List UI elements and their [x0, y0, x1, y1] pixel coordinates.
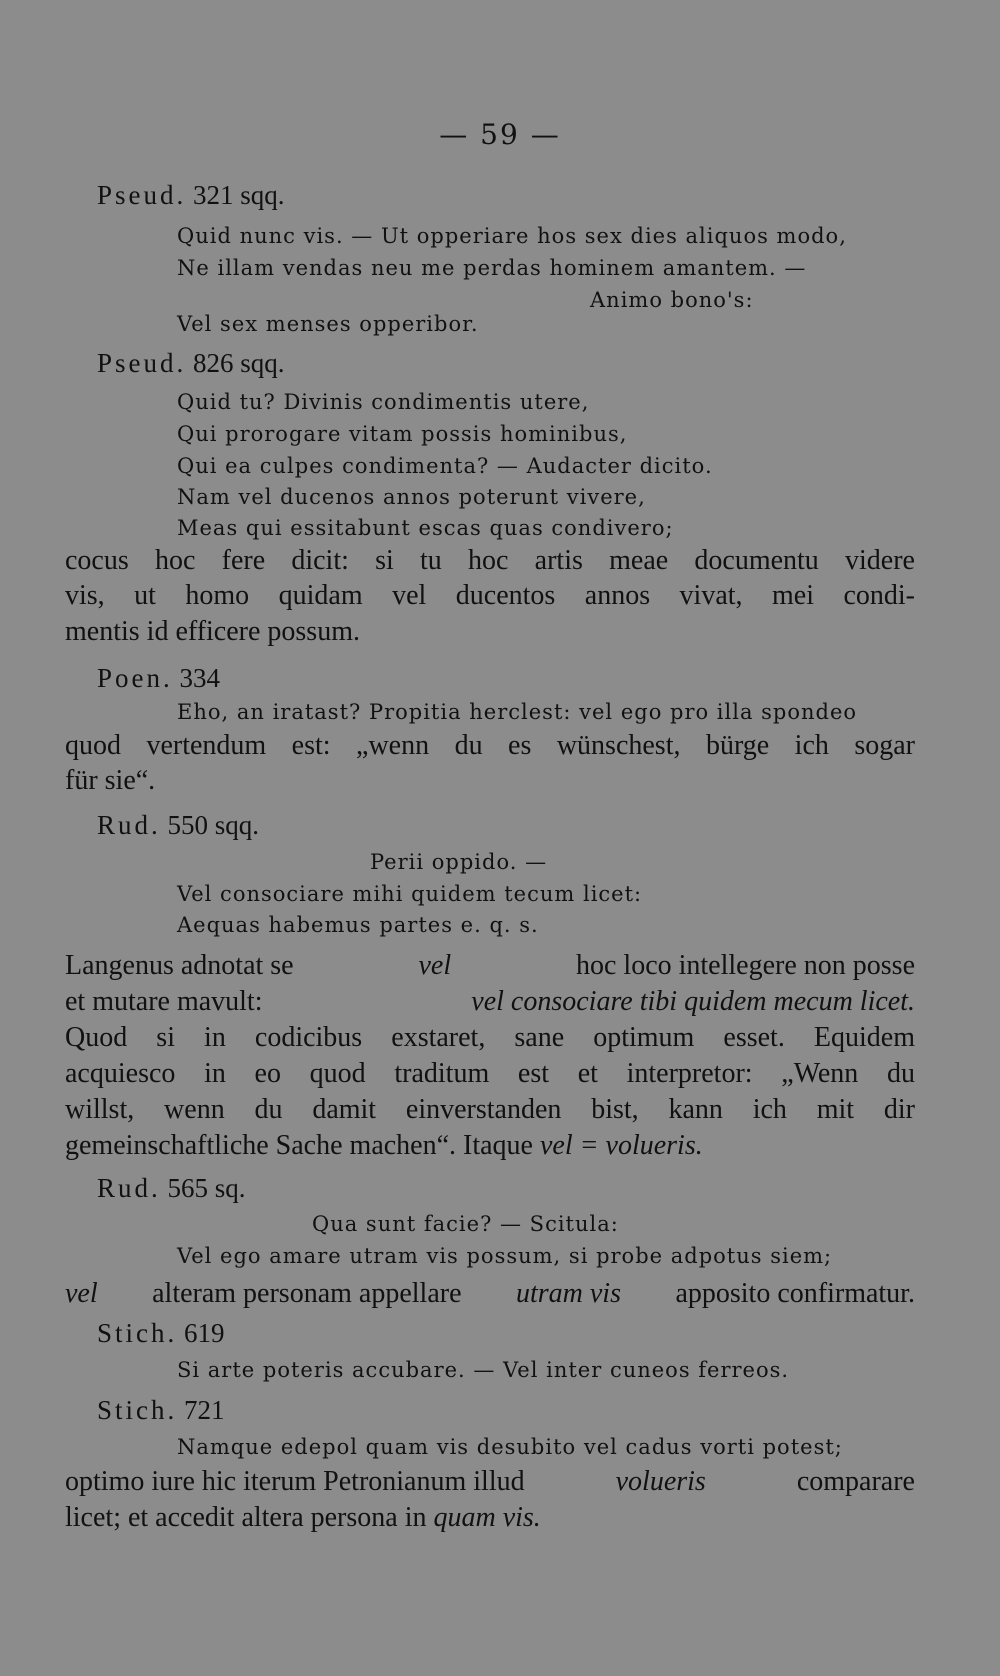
- verse-line: Qua sunt facie? — Scitula:: [312, 1212, 619, 1236]
- prose-line: [65, 545, 915, 577]
- verse-line: Vel sex menses opperibor.: [177, 312, 479, 336]
- verse-line: Vel ego amare utram vis possum, si probe adpotus siem;: [177, 1244, 833, 1268]
- prose-line: [65, 1466, 915, 1498]
- prose-line: [65, 1058, 915, 1090]
- prose-line: [65, 730, 915, 762]
- prose-text: alteram personam appellare: [152, 1278, 462, 1309]
- prose-text: willst, wenn du damit einverstanden bist, kann ich mit dir: [65, 1094, 915, 1125]
- citation-pseud-826: [97, 348, 285, 379]
- verse-line: Animo bono's:: [590, 288, 754, 312]
- citation-lines: 334: [179, 663, 220, 693]
- prose-line: mentis id efficere possum.: [65, 616, 360, 647]
- prose-italic: vel: [418, 950, 452, 981]
- prose-line: [65, 1094, 915, 1126]
- prose-text: Quod si in codicibus exstaret, sane optimum esset. Equidem: [65, 1022, 915, 1053]
- prose-text: et mutare mavult:: [65, 986, 263, 1017]
- verse-line: Qui ea culpes condimenta? — Audacter dicito.: [177, 454, 713, 478]
- citation-work: Rud.: [97, 810, 161, 840]
- prose-text: optimo iure hic iterum Petronianum illud: [65, 1466, 525, 1497]
- prose-line: [65, 986, 915, 1018]
- citation-lines: 721: [184, 1395, 225, 1425]
- prose-line: [65, 1022, 915, 1054]
- verse-line: Quid tu? Divinis condimentis utere,: [177, 390, 590, 414]
- prose-line: [65, 580, 915, 612]
- page-number: — 59 —: [439, 118, 561, 151]
- prose-text: licet; et accedit altera persona in: [65, 1502, 427, 1533]
- prose-text: hoc loco intellegere non posse: [575, 950, 915, 981]
- citation-lines: 619: [184, 1318, 225, 1348]
- prose-text: quod vertendum est: „wenn du es wünschest, bürge ich sogar: [65, 730, 915, 761]
- citation-lines: 826 sqq.: [193, 348, 285, 378]
- citation-work: Stich.: [97, 1395, 178, 1425]
- prose-italic: vel consociare tibi quidem mecum licet.: [471, 986, 915, 1017]
- prose-italic: quam vis.: [433, 1502, 541, 1533]
- prose-text: apposito confirmatur.: [675, 1278, 915, 1309]
- citation-rud-550: [97, 810, 259, 841]
- citation-lines: 550 sqq.: [167, 810, 260, 840]
- verse-line: Qui prorogare vitam possis hominibus,: [177, 422, 628, 446]
- citation-lines: 321 sqq.: [193, 180, 285, 210]
- citation-work: Pseud.: [97, 180, 187, 210]
- prose-line: [65, 950, 915, 982]
- prose-line: [65, 1502, 541, 1534]
- verse-line: Aequas habemus partes e. q. s.: [177, 913, 539, 937]
- citation-work: Pseud.: [97, 348, 187, 378]
- citation-stich-721: [97, 1395, 225, 1426]
- prose-italic: vel: [65, 1278, 98, 1309]
- verse-line: Meas qui essitabunt escas quas condivero;: [177, 516, 674, 540]
- citation-work: Stich.: [97, 1318, 178, 1348]
- prose-text: acquiesco in eo quod traditum est et interpretor: „Wenn du: [65, 1058, 915, 1089]
- verse-line: Eho, an iratast? Propitia herclest: vel ego pro illa spondeo: [177, 700, 858, 724]
- verse-line: Vel consociare mihi quidem tecum licet:: [177, 882, 643, 906]
- prose-line: [65, 1130, 703, 1162]
- verse-line: Perii oppido. —: [370, 850, 548, 874]
- citation-work: Poen.: [97, 663, 173, 693]
- prose-text: vis, ut homo quidam vel ducentos annos vivat, mei condi-: [65, 580, 915, 611]
- prose-italic: volueris: [615, 1466, 706, 1497]
- verse-line: Namque edepol quam vis desubito vel cadus vorti potest;: [177, 1435, 843, 1459]
- citation-pseud-321: [97, 180, 285, 211]
- citation-poen-334: [97, 663, 220, 694]
- citation-rud-565: [97, 1173, 246, 1204]
- prose-text: cocus hoc fere dicit: si tu hoc artis meae documentu videre: [65, 545, 915, 576]
- prose-line: für sie“.: [65, 765, 156, 796]
- citation-stich-619: [97, 1318, 225, 1349]
- verse-line: Si arte poteris accubare. — Vel inter cuneos ferreos.: [177, 1358, 790, 1382]
- prose-text: gemeinschaftliche Sache machen“. Itaque: [65, 1130, 533, 1161]
- verse-line: Nam vel ducenos annos poterunt vivere,: [177, 485, 646, 509]
- citation-lines: 565 sq.: [167, 1173, 246, 1203]
- prose-text: comparare: [796, 1466, 915, 1497]
- verse-line: Quid nunc vis. — Ut opperiare hos sex dies aliquos modo,: [177, 224, 847, 248]
- verse-line: Ne illam vendas neu me perdas hominem amantem. —: [177, 256, 807, 280]
- prose-line: [65, 1278, 915, 1310]
- prose-text: Langenus adnotat se: [65, 950, 294, 981]
- prose-italic: utram vis: [515, 1278, 621, 1309]
- citation-work: Rud.: [97, 1173, 161, 1203]
- prose-italic: vel = volueris.: [540, 1130, 703, 1161]
